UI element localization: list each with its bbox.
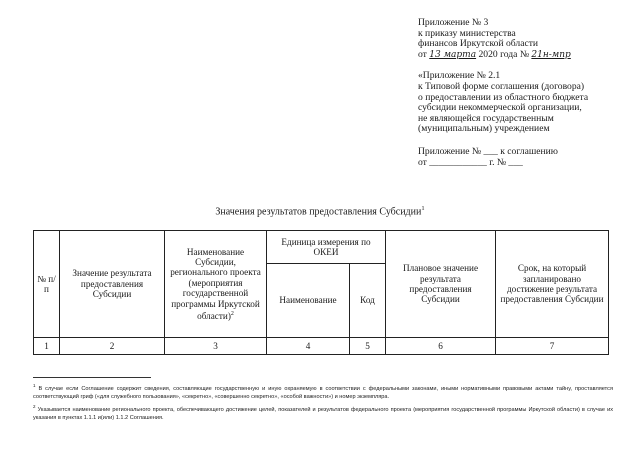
order-date-line (418, 50, 628, 61)
appendix-line: к приказу министерства (418, 27, 516, 39)
footnote-2-text: Указывается наименование регионального проекта, обеспечивающего достижение целей, показателей и результатов федерального проекта (мероприятия государственной программы Иркутской области) в случае их указания в пунктах 1.1.1 и(или) 1.1.2 Соглашения. (33, 406, 613, 421)
date-mid: 2020 года № (476, 48, 532, 60)
footnote-2 (33, 403, 613, 423)
header-term: Срок, на который запланировано достижение результата предоставления Субсидии (496, 231, 609, 338)
handwritten-date: 13 марта (429, 49, 477, 60)
appendix-line: Приложение № 3 (418, 17, 489, 28)
column-number: 6 (386, 338, 496, 355)
column-number: 3 (165, 338, 267, 355)
header-project-name (165, 231, 267, 338)
appendix-block-line: не являющейся государственным (418, 112, 554, 124)
column-number: 4 (267, 338, 350, 355)
column-number: 5 (350, 338, 386, 355)
agreement-date-line: от ____________ г. № ___ (418, 156, 523, 168)
project-footnote-ref: 2 (230, 310, 234, 317)
appendix-block-line: (муниципальным) учреждением (418, 123, 550, 135)
appendix-block-line: о предоставлении из областного бюджета (418, 91, 589, 103)
footnote-1-text: В случае если Соглашение содержит сведения, составляющие государственную и иную охраняемую в соответствии с федеральными законами, иными нормативными правовыми актами тайну, проставляется соответствующий гриф («для служебного пользования», «секретно», «совершенно секретно», «особой важности») и номер экземпляра. (33, 385, 613, 401)
appendix-block-line: «Приложение № 2.1 (418, 70, 501, 82)
title-footnote-ref: 1 (421, 205, 425, 212)
results-table (33, 230, 609, 355)
header-unit-name: Наименование (267, 264, 350, 338)
footnote-1 (33, 382, 613, 402)
date-prefix: от (418, 48, 430, 60)
column-number: 2 (60, 338, 165, 355)
header-row-number: № п/п (34, 231, 60, 338)
header-planned-value: Плановое значение результата предоставления Субсидии (386, 231, 496, 338)
header-unit-code: Код (350, 264, 386, 338)
footnotes (33, 382, 613, 423)
title-text: Значения результатов предоставления Субсидии (215, 206, 422, 218)
footnote-1-mark: 1 (33, 383, 36, 388)
appendix-block-line: субсидии некоммерческой организации, (418, 102, 582, 114)
document-title (0, 205, 640, 217)
header-result-value: Значение результата предоставления Субсидии (60, 231, 165, 338)
header-project-text: Наименование Субсидии, регионального проекта (мероприятия государственной программы Иркутской области) (170, 246, 261, 322)
appendix-header (418, 18, 628, 168)
footnote-divider (33, 377, 151, 378)
handwritten-order-number: 21н-мпр (531, 49, 571, 60)
appendix-block-line: к Типовой форме соглашения (договора) (418, 80, 585, 92)
column-number: 1 (34, 338, 60, 355)
footnote-2-mark: 2 (33, 403, 36, 409)
column-number: 7 (496, 338, 609, 355)
header-unit: Единица измерения по ОКЕИ (267, 231, 386, 264)
appendix-line: финансов Иркутской области (418, 38, 539, 50)
agreement-line: Приложение № ___ к соглашению (418, 145, 558, 157)
